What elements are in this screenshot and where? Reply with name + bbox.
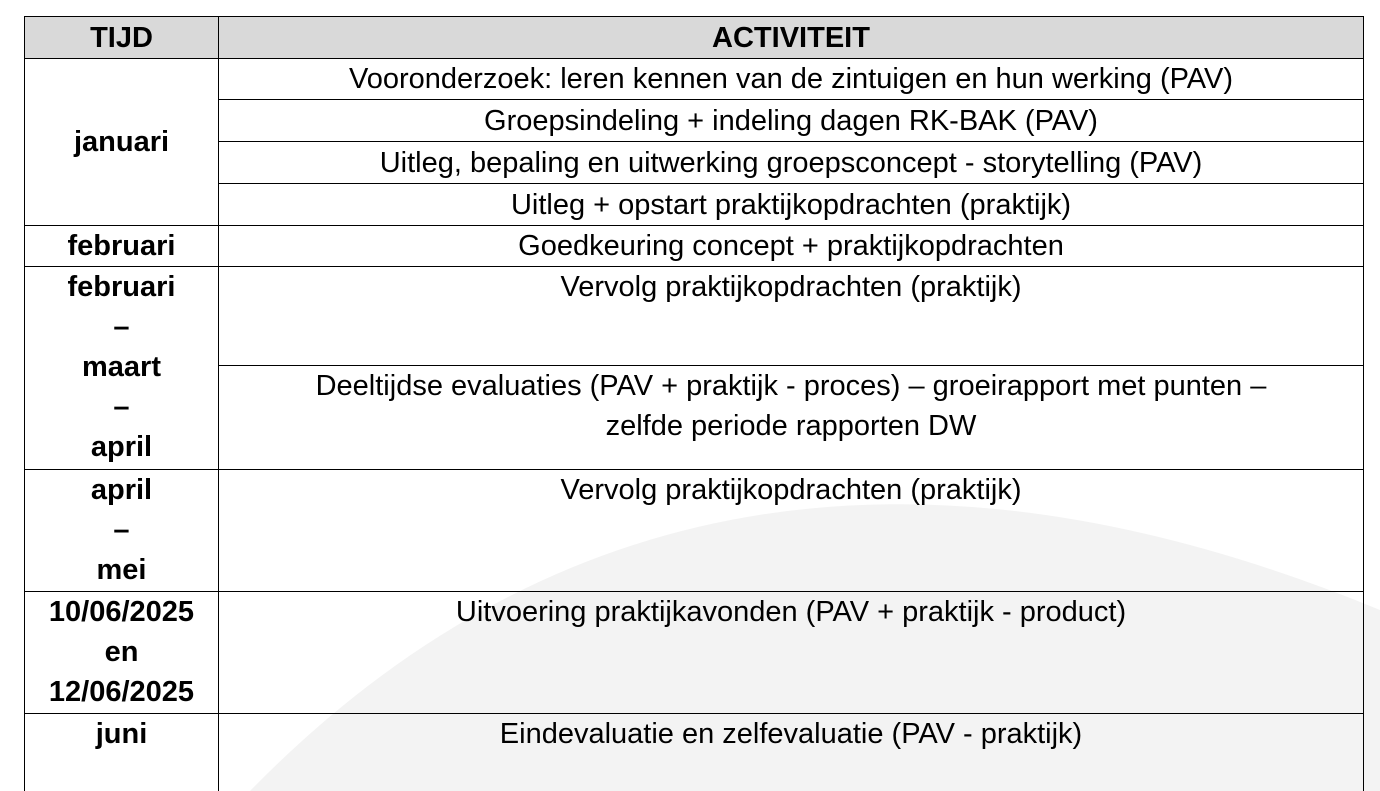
time-label: januari — [73, 126, 170, 158]
time-label: 12/06/2025 — [48, 676, 195, 708]
time-label: maart — [82, 351, 161, 383]
activity-cell — [219, 142, 1364, 184]
table-row — [25, 267, 1364, 366]
activity-cell — [219, 100, 1364, 142]
time-separator: – — [113, 391, 130, 423]
table-header-row — [25, 17, 1364, 59]
activity-text: Eindevaluatie en zelfevaluatie (PAV - praktijk) — [499, 718, 1083, 750]
time-label: april — [90, 431, 153, 463]
table-row — [25, 592, 1364, 714]
time-label: februari — [67, 271, 176, 303]
activity-text: Goedkeuring concept + praktijkopdrachten — [518, 230, 1064, 262]
table-row — [25, 366, 1364, 470]
time-cell — [25, 470, 219, 592]
activity-text: zelfde periode rapporten DW — [605, 410, 977, 442]
schedule-table — [24, 16, 1364, 791]
activity-text: Vervolg praktijkopdrachten (praktijk) — [560, 474, 1022, 506]
activity-cell — [219, 59, 1364, 100]
time-label: juni — [95, 718, 148, 750]
activity-text: Deeltijdse evaluaties (PAV + praktijk - proces) – groeirapport met punten – — [315, 370, 1267, 402]
activity-cell — [219, 184, 1364, 226]
activity-text: Vervolg praktijkopdrachten (praktijk) — [560, 271, 1022, 303]
time-separator: – — [113, 514, 130, 546]
header-activity: ACTIVITEIT — [219, 17, 1364, 59]
table-row — [25, 226, 1364, 267]
activity-text: Uitvoering praktijkavonden (PAV + praktijk - product) — [455, 596, 1127, 628]
activity-cell — [219, 592, 1364, 714]
activity-text: Groepsindeling + indeling dagen RK-BAK (PAV) — [484, 104, 1098, 137]
activity-cell — [219, 267, 1364, 366]
time-cell — [25, 592, 219, 714]
time-label: 10/06/2025 — [48, 596, 195, 628]
activity-cell — [219, 470, 1364, 592]
time-cell — [25, 226, 219, 267]
activity-text: Uitleg + opstart praktijkopdrachten (praktijk) — [510, 188, 1072, 221]
time-cell — [25, 267, 219, 470]
time-label: februari — [67, 230, 176, 262]
time-label: en — [104, 636, 139, 668]
activity-cell — [219, 366, 1364, 470]
table-row — [25, 59, 1364, 100]
time-cell — [25, 59, 219, 226]
time-separator: – — [113, 311, 130, 343]
table-row — [25, 184, 1364, 226]
table-row — [25, 714, 1364, 791]
time-label: mei — [96, 554, 147, 586]
table-row — [25, 100, 1364, 142]
activity-cell — [219, 226, 1364, 267]
header-time: TIJD — [25, 17, 219, 59]
table-row — [25, 470, 1364, 592]
activity-text: Uitleg, bepaling en uitwerking groepsconcept - storytelling (PAV) — [379, 146, 1203, 179]
time-label: april — [90, 474, 153, 506]
table-row — [25, 142, 1364, 184]
activity-text: Vooronderzoek: leren kennen van de zintuigen en hun werking (PAV) — [349, 63, 1233, 95]
activity-cell — [219, 714, 1364, 791]
time-cell — [25, 714, 219, 791]
